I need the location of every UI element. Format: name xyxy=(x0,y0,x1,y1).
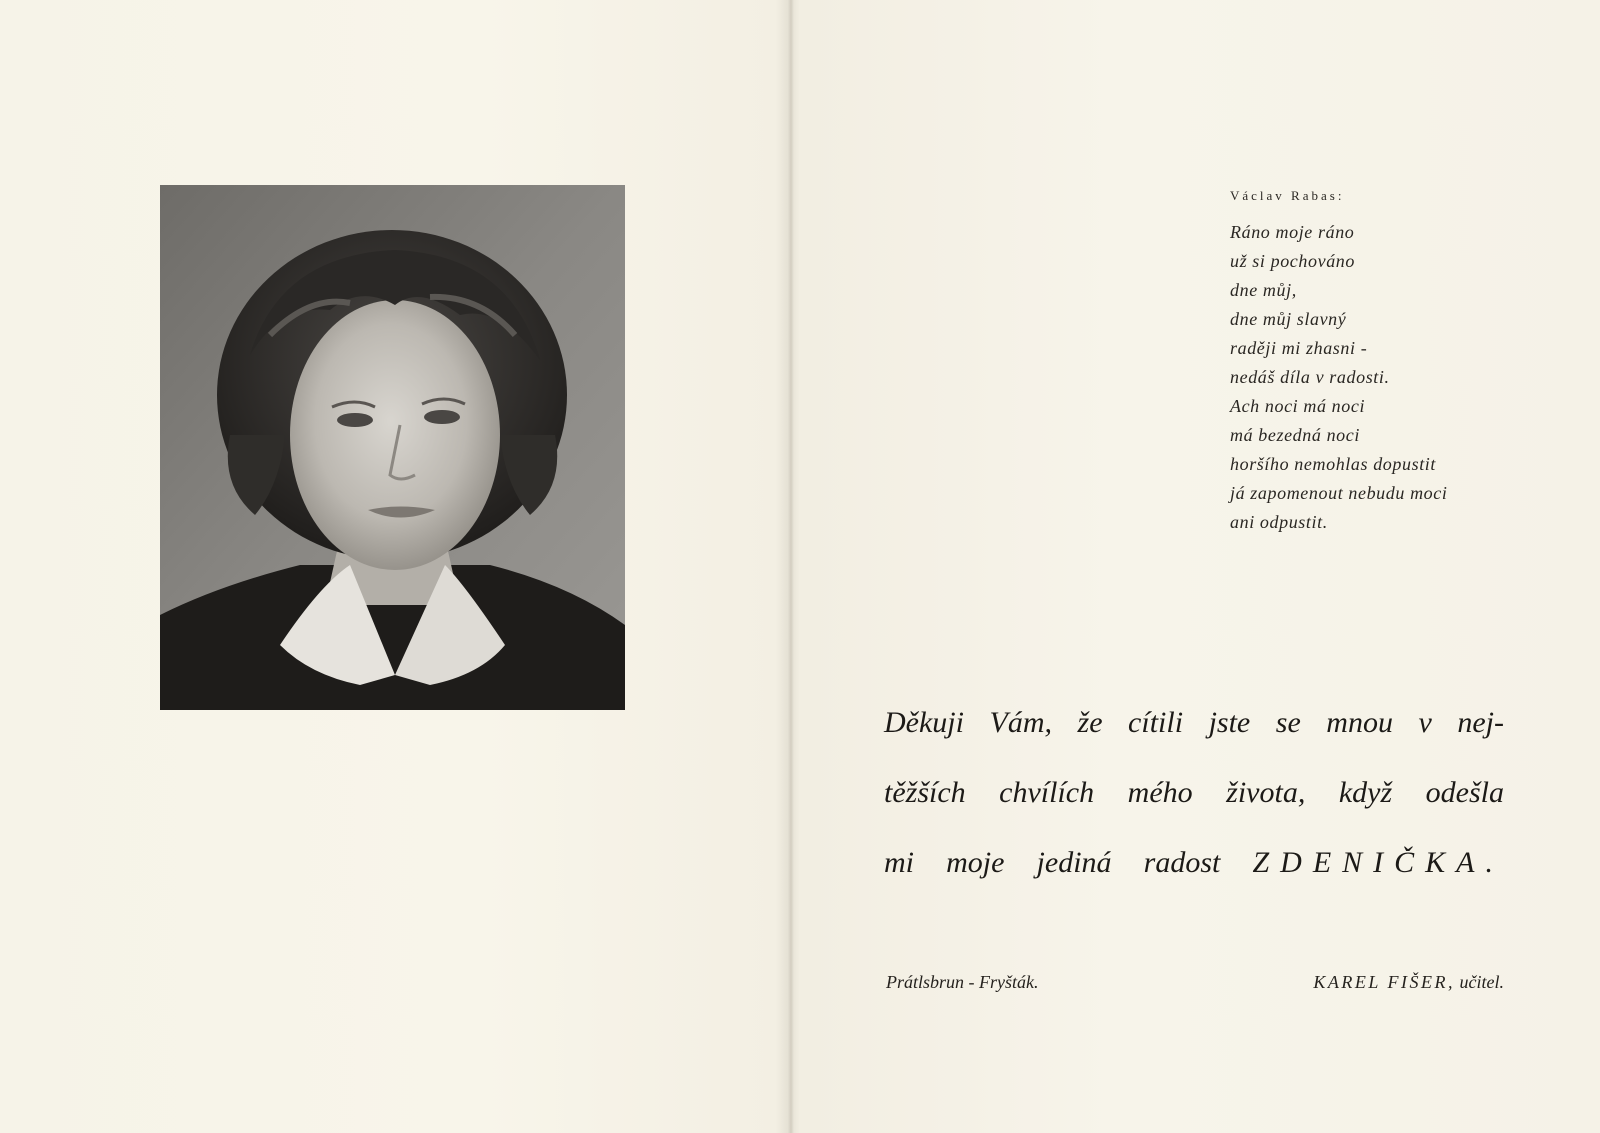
signer-name: KAREL FIŠER, xyxy=(1313,972,1456,992)
thanks-line-3-text: mi moje jediná radost xyxy=(884,846,1221,879)
poem-line: horšího nemohlas dopustit xyxy=(1230,454,1437,474)
right-page xyxy=(790,0,1600,1133)
thanks-line-3 xyxy=(884,828,1504,898)
place-name: Prátlsbrun - Fryšták. xyxy=(886,972,1039,992)
poem-line: raději mi zhasni - xyxy=(1230,338,1368,358)
poem-block xyxy=(1230,188,1550,537)
portrait-image xyxy=(160,185,625,710)
poem-line: už si pochováno xyxy=(1230,251,1355,271)
signer-title: učitel. xyxy=(1459,972,1504,992)
thanks-paragraph xyxy=(884,688,1504,898)
portrait-photo xyxy=(160,185,625,710)
poem-line: nedáš díla v radosti. xyxy=(1230,367,1390,387)
thanks-line-2: těžších chvílích mého života, když odešla xyxy=(884,776,1504,809)
poem-lines xyxy=(1230,218,1550,537)
poem-line: Ach noci má noci xyxy=(1230,396,1366,416)
poem-line: já zapomenout nebudu moci xyxy=(1230,483,1448,503)
card-footer xyxy=(886,972,1504,993)
left-page xyxy=(0,0,790,1133)
poem-line: má bezedná noci xyxy=(1230,425,1360,445)
signature xyxy=(1313,972,1504,993)
deceased-name: ZDENIČKA. xyxy=(1252,846,1504,879)
poem-line: dne můj, xyxy=(1230,280,1297,300)
thanks-line-1: Děkuji Vám, že cítili jste se mnou v nej- xyxy=(884,706,1504,739)
poem-line: ani odpustit. xyxy=(1230,512,1328,532)
poem-line: Ráno moje ráno xyxy=(1230,222,1355,242)
poem-line: dne můj slavný xyxy=(1230,309,1347,329)
poem-author: Václav Rabas: xyxy=(1230,188,1345,203)
